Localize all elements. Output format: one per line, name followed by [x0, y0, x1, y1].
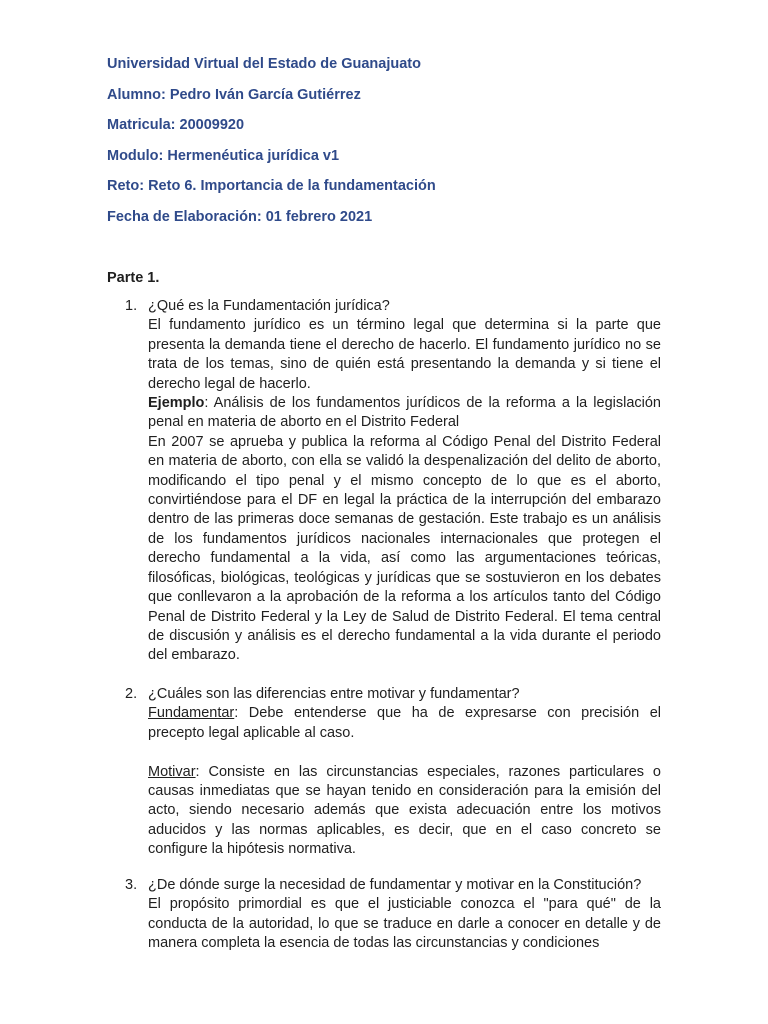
example-label: Ejemplo — [148, 395, 205, 412]
spacer — [148, 743, 661, 762]
answer-text: El propósito primordial es que el justiciable conozca el "para qué" de la conducta de la autoridad, lo que se traduce en darle a conocer en detalle y de manera completa la esencia de todas las circunstancias y condiciones — [148, 896, 661, 952]
fundamentar-text: : Debe entenderse que ha de expresarse con precisión el precepto legal aplicable al caso. — [148, 705, 661, 741]
question-2 — [127, 685, 661, 860]
question-text: ¿De dónde surge la necesidad de fundamentar y motivar en la Constitución? — [148, 877, 642, 893]
fundamentar-definition — [148, 704, 661, 743]
motivar-definition — [148, 763, 661, 860]
question-1 — [127, 297, 661, 666]
document-header — [107, 54, 436, 238]
part-title: Parte 1. — [107, 270, 160, 286]
answer-text: El fundamento jurídico es un término legal que determina si la parte que presenta la demanda tiene el derecho de hacerlo. El fundamento jurídico no se trata de los temas, sino de quién está presentando la demanda y si tiene el derecho legal de hacerlo. — [148, 317, 661, 392]
question-text: ¿Qué es la Fundamentación jurídica? — [148, 298, 390, 314]
example-title: : Análisis de los fundamentos jurídicos de la reforma a la legislación penal en materia de aborto en el Distrito Federal — [148, 395, 661, 431]
motivar-text: : Consiste en las circunstancias especiales, razones particulares o causas inmediatas que se hayan tenido en consideración para la emisión del acto, siendo necesario además que exista adecuación entre los motivos aducidos y las normas aplicables, es decir, que en el caso concreto se configure la hipótesis normativa. — [148, 763, 661, 858]
question-body — [148, 876, 661, 954]
question-text: ¿Cuáles son las diferencias entre motivar y fundamentar? — [148, 686, 520, 702]
question-body — [148, 297, 661, 666]
example-body: En 2007 se aprueba y publica la reforma al Código Penal del Distrito Federal en materia de aborto, con ella se validó la despenalización del delito de aborto, modificando el tipo penal y el mismo concepto de lo que es el aborto, convirtiéndose para el DF en legal la práctica de la interrupción del embarazo dentro de las primeras doce semanas de gestación. Este trabajo es un análisis de los fundamentos jurídicos nacionales internacionales que protegen el derecho fundamental a la vida, así como las argumentaciones teóricas, filosóficas, biológicas, teológicas y jurídicas que se sostuvieron en los debates que conllevaron a la aprobación de la reforma a los artículos tanto del Código Penal de Distrito Federal y la Ley de Salud de Distrito Federal. El tema central de discusión y análisis es el derecho fundamental a la vida durante el periodo del embarazo. — [148, 433, 661, 664]
university-name: Universidad Virtual del Estado de Guanajuato — [107, 56, 421, 72]
student-id: Matricula: 20009920 — [107, 117, 245, 134]
motivar-label: Motivar — [148, 763, 196, 780]
fundamentar-label: Fundamentar — [148, 705, 235, 722]
module-name: Modulo: Hermenéutica jurídica v1 — [107, 147, 340, 164]
student-name: Alumno: Pedro Iván García Gutiérrez — [107, 86, 361, 103]
question-number: 2. — [125, 686, 138, 702]
elaboration-date: Fecha de Elaboración: 01 febrero 2021 — [107, 208, 373, 225]
challenge-name: Reto: Reto 6. Importancia de la fundamentación — [107, 178, 436, 195]
question-body — [148, 685, 661, 860]
question-number: 1. — [125, 298, 138, 314]
question-number: 3. — [125, 877, 138, 893]
example-heading — [148, 394, 661, 433]
question-3 — [127, 876, 661, 954]
